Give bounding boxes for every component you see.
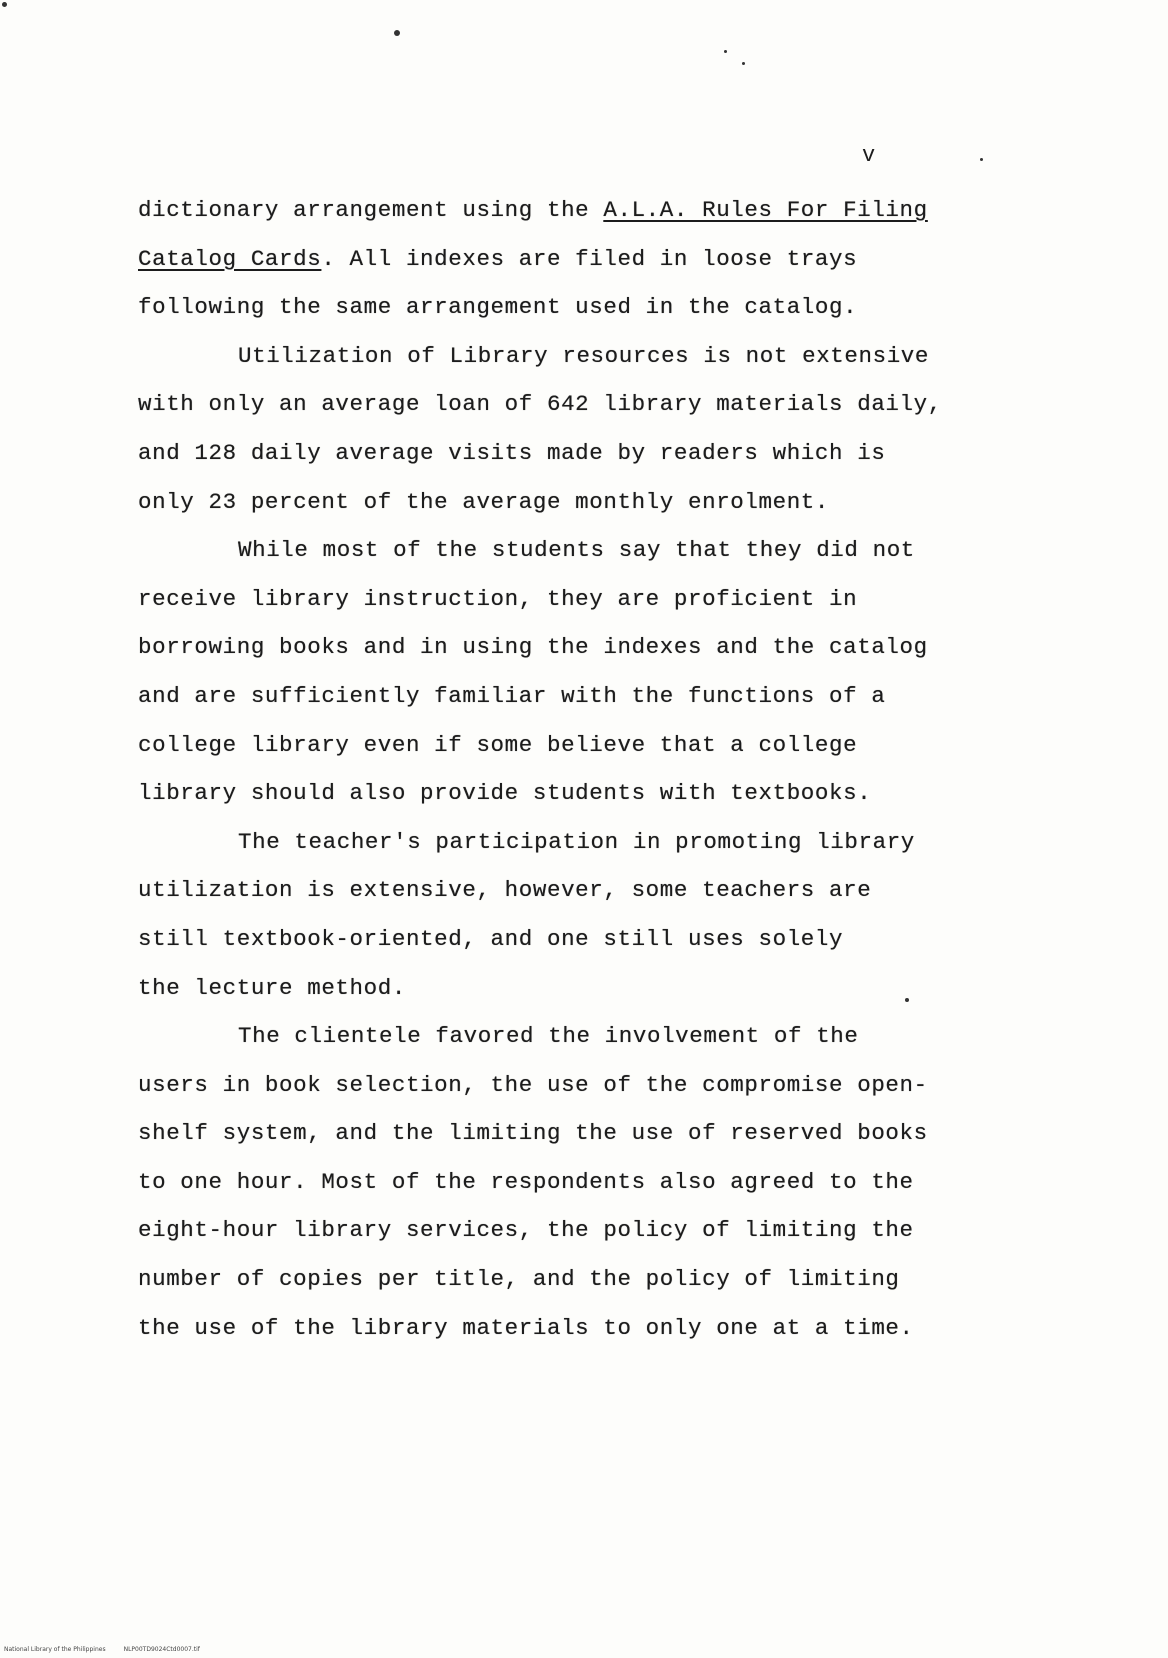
paragraph-3-line: While most of the students say that they did not (238, 537, 915, 564)
paragraph-1-line (138, 186, 938, 235)
paragraph-4-line: still textbook-oriented, and one still uses solely (138, 925, 844, 952)
paragraph-5-line: The clientele favored the involvement of the (238, 1023, 859, 1050)
underlined-title: Catalog Cards (138, 245, 322, 272)
scan-speck (742, 62, 745, 65)
paragraph-3-line: library should also provide students with textbooks. (138, 780, 872, 807)
paragraph-5-line: shelf system, and the limiting the use of reserved books (138, 1120, 928, 1147)
footer-source: National Library of the Philippines (4, 1646, 106, 1653)
paragraph-2-line: only 23 percent of the average monthly enrolment. (138, 488, 830, 515)
underlined-title: A.L.A. Rules For Filing (603, 197, 928, 223)
paragraph-5-line: number of copies per title, and the policy of limiting (138, 1266, 900, 1293)
scan-speck (394, 30, 400, 36)
scan-speck (724, 50, 727, 53)
paragraph-5-line: eight-hour library services, the policy of limiting the (138, 1217, 914, 1244)
paragraph-1-line: following the same arrangement used in the catalog. (138, 294, 858, 321)
paragraph-2-line: Utilization of Library resources is not extensive (238, 342, 930, 369)
paragraph-4-line: The teacher's participation in promoting library (238, 828, 915, 855)
page-number: v (862, 143, 877, 168)
footer-filename: NLP00TD9024Ctd0007.tif (123, 1646, 200, 1653)
paragraph-2-line: with only an average loan of 642 library materials daily, (138, 391, 942, 418)
paragraph-5-line: to one hour. Most of the respondents also agreed to the (138, 1168, 914, 1195)
paragraph-1-line (138, 235, 938, 284)
paragraph-4-line: the lecture method. (138, 974, 406, 1001)
paragraph-3-line: receive library instruction, they are proficient in (138, 585, 858, 612)
text-fragment: dictionary arrangement using the (138, 197, 604, 223)
paragraph-5-line: the use of the library materials to only one at a time. (138, 1314, 914, 1341)
paragraph-2-line: and 128 daily average visits made by readers which is (138, 439, 886, 466)
paragraph-5-line: users in book selection, the use of the compromise open- (138, 1071, 928, 1098)
scan-speck (2, 2, 7, 7)
paragraph-3-line: borrowing books and in using the indexes and the catalog (138, 634, 928, 661)
scan-footer (4, 1646, 218, 1653)
paragraph-3-line: college library even if some believe that a college (138, 731, 858, 758)
scan-speck (980, 158, 983, 161)
paragraph-4-line: utilization is extensive, however, some teachers are (138, 877, 872, 904)
text-fragment: . All indexes are filed in loose trays (321, 245, 858, 272)
body-text (138, 186, 942, 1352)
paragraph-3-line: and are sufficiently familiar with the functions of a (138, 682, 886, 709)
